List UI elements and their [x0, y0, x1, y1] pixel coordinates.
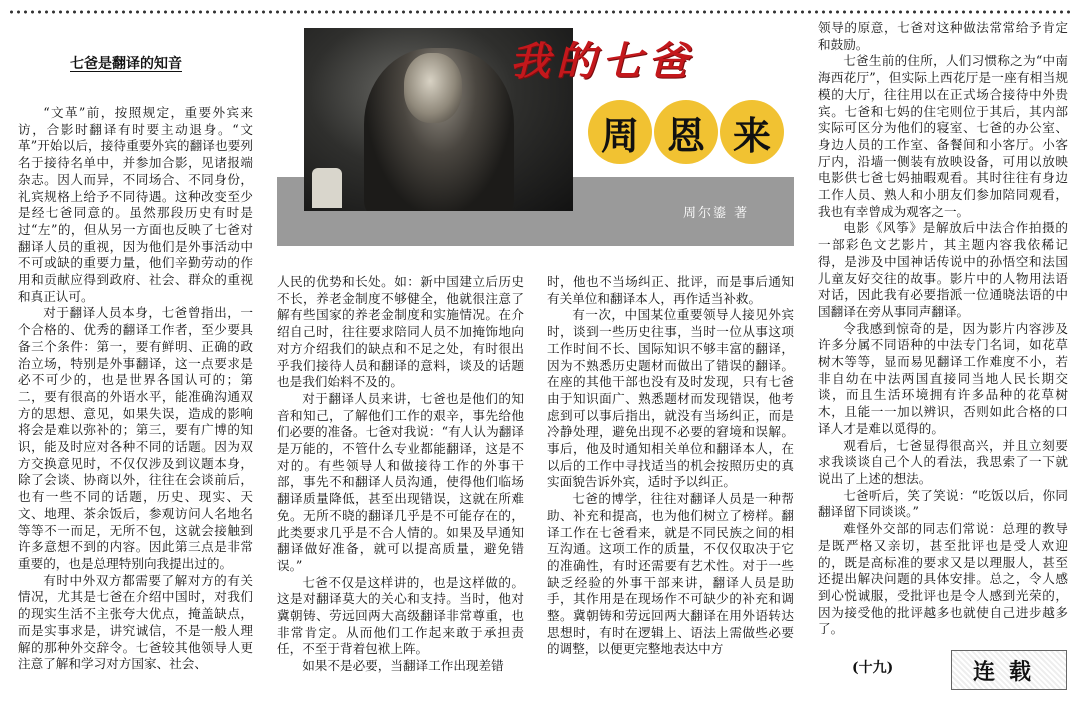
paragraph: 电影《风筝》是解放后中法合作拍摄的一部彩色文艺影片，其主题内容我依稀记得，是涉及中国神话传说中的孙悟空和法国儿童友好交往的故事。影片中的人物用法语对话，因此我有必要指派一位通晓法语的中国翻译在旁从事同声翻译。 — [818, 220, 1068, 319]
paragraph: 七爸的博学，往往对翻译人员是一种帮助、补充和提高，也为他们树立了榜样。翻译工作在七爸看来，就是不同民族之间的相互沟通。这项工作的质量，不仅仅取决于它的准确性，有时还需要有艺术性。对于一些缺乏经验的外事干部来讲，翻译人员是助手，其作用是在现场作不可缺少的补充和调整。冀朝铸和劳远回两大翻译在用外语转达思想时，有时在逻辑上、语法上需做些必要的调整，以便更完整地表达中方 — [547, 491, 794, 657]
paragraph: 七爸听后，笑了笑说：“吃饭以后，你同翻译留下同谈谈。” — [818, 487, 1068, 520]
paragraph: 如果不是必要，当翻译工作出现差错 — [302, 658, 504, 674]
text-column-3 — [547, 274, 794, 658]
text-column-2 — [277, 274, 524, 675]
paragraph: 有时中外双方都需要了解对方的有关情况，尤其是七爸在介绍中国时，对我们的现实生活不主张夸大优点，掩盖缺点，而是实事求是，讲究诚信，不是一般人理解的那种外交辞令。七爸较其他领导人更注意了解和学习对方国家、社会、 — [18, 572, 253, 672]
name-char-1: 周 — [588, 100, 652, 164]
text-column-1 — [18, 105, 253, 673]
paragraph: 对于翻译人员来讲，七爸也是他们的知音和知己，了解他们工作的艰辛，事先给他们必要的准备。七爸对我说：“有人认为翻译是万能的，不管什么专业都能翻译，这是不对的。有些领导人和做接待工作的外事干部，事先不和翻译人员沟通，使得他们临场翻译质量降低，甚至出现错误，这就在所难免。无所不晓的翻译几乎是不可能存在的，此类要求几乎是不合人情的。如果及早通知翻译做好准备，就可以提高质量，避免错误。” — [277, 390, 524, 573]
paragraph: 观看后，七爸显得很高兴，并且立刻要求我谈谈自己个人的看法，我思索了一下就说出了上述的想法。 — [818, 437, 1068, 486]
face-shape — [404, 53, 462, 123]
paragraph: 难怪外交部的同志们常说：总理的教导是既严格又亲切，甚至批评也是受人欢迎的，既是高标准的要求又是以理服人，甚至还提出解决问题的具体安排。总之，令人感到心悦诚服，受批评也是令人感到光荣的，因为接受他的批评越多也就使自己进步越多了。 — [818, 521, 1068, 637]
article-title: 我的七爸 — [510, 39, 694, 85]
paragraph: 令我感到惊奇的是，因为影片内容涉及许多分属不同语种的中法专门名词，如花草树木等等，显而易见翻译工作难度不小，若非自幼在中法两国直接同当地人民长期交谈，而且生活环境拥有许多品种的花草树木，且能一一加以辨识，否则如此合格的口译人才是难以觅得的。 — [818, 320, 1068, 436]
paragraph: 七爸不仅是这样讲的，也是这样做的。这是对翻译莫大的关心和支持。当时，他对冀朝铸、劳远回两大高级翻译非常尊重，也非常肯定。从而他们工作起来敢于承担责任，不至于背着包袱上阵。 — [277, 574, 524, 657]
paragraph: “文革”前，按照规定，重要外宾来访，合影时翻译有时要主动退身。“文革”开始以后，接待重要外宾的翻译也要列名于接待名单中，并参加合影，见诸报端杂志。因人而异，不同场合、不同身份，礼宾规格上给予不同待遇。这种改变至少是经七爸同意的。虽然那段历史有时是过“左”的，但从另一方面也反映了七爸对翻译人员的重视，因为他们是外事活动中不可或缺的重要力量，他们辛勤劳动的作用和贡献应得到政府、社会、群众的重视和真正认可。 — [18, 105, 253, 304]
paragraph: 有一次，中国某位重要领导人接见外宾时，谈到一些历史往事，当时一位从事这项工作时间不长、国际知识不够丰富的翻译，因为不熟悉历史题材而做出了错误的翻译。在座的其他干部也没有及时发现，只有七爸由于知识面广、熟悉题材而发现错误，他考虑到可以事后指出，就没有当场纠正，而是冷静处理，避免出现不必要的窘境和误解。事后，他及时通知相关单位和翻译本人，在以后的工作中寻找适当的机会按照历史的真实面貌告诉外宾，适时予以纠正。 — [547, 307, 794, 490]
name-char-2: 恩 — [654, 100, 718, 164]
dotted-border — [8, 9, 1072, 15]
page-number: (十九) — [852, 660, 894, 676]
paragraph: 对于翻译人员本身，七爸曾指出，一个合格的、优秀的翻译工作者，至少要具备三个条件：第一，要有鲜明、正确的政治立场，特别是外事翻译，这一点要求是必不可少的，也是世界各国认可的；第二，要有很高的外语水平，能准确沟通双方的思想、意见，如果失误，造成的影响将会是难以弥补的；第三，要有广博的知识，能及时应对各种不同的话题。因为双方交换意见时，不仅仅涉及到议题本身，除了会谈、协商以外，往往在会谈前后，也有一些不同的话题，历史、现实、天文、地理、茶余饭后，参观访问人名地名等等不一而足，无所不包，这就会接触到许多意想不到的内容。因此第三点是非常重要的，也是总理特别向我提出过的。 — [18, 305, 253, 571]
paragraph: 领导的原意，七爸对这种做法常常给予肯定和鼓励。 — [818, 20, 1068, 52]
lamp-shape — [312, 168, 342, 208]
section-title: 七爸是翻译的知音 — [70, 56, 182, 72]
name-char-3: 来 — [720, 100, 784, 164]
text-column-4 — [818, 20, 1068, 638]
author-byline: 周尔鎏 著 — [683, 206, 750, 221]
paragraph: 七爸生前的住所，人们习惯称之为“中南海西花厅”，但实际上西花厅是一座有相当规模的大厅，往往用以在正式场合接待中外贵宾。七爸和七妈的住宅则位于其后，其内部实际可区分为他们的寝室、七爸的办公室、身边人员的工作室、备餐间和小客厅。小客厅内，沿墙一侧装有放映设备，可用以放映电影供七爸七妈抽暇观看。其时往往有身边工作人员、熟人和小朋友们参加陪同观看，我也有幸曾成为观客之一。 — [818, 53, 1068, 219]
paragraph: 人民的优势和长处。如：新中国建立后历史不长，养老金制度不够健全，他就很注意了解有些国家的养老金制度和实施情况。在介绍自己时，往往要求陪同人员不加掩饰地向对方介绍我们的缺点和不足之处，有时很出乎我们接待人员和翻译的意料，谈及的话题也是我们始料不及的。 — [277, 274, 524, 390]
paragraph: 时，他也不当场纠正、批评，而是事后通知有关单位和翻译本人，再作适当补救。 — [547, 274, 794, 306]
serial-label: 连载 — [951, 650, 1067, 690]
